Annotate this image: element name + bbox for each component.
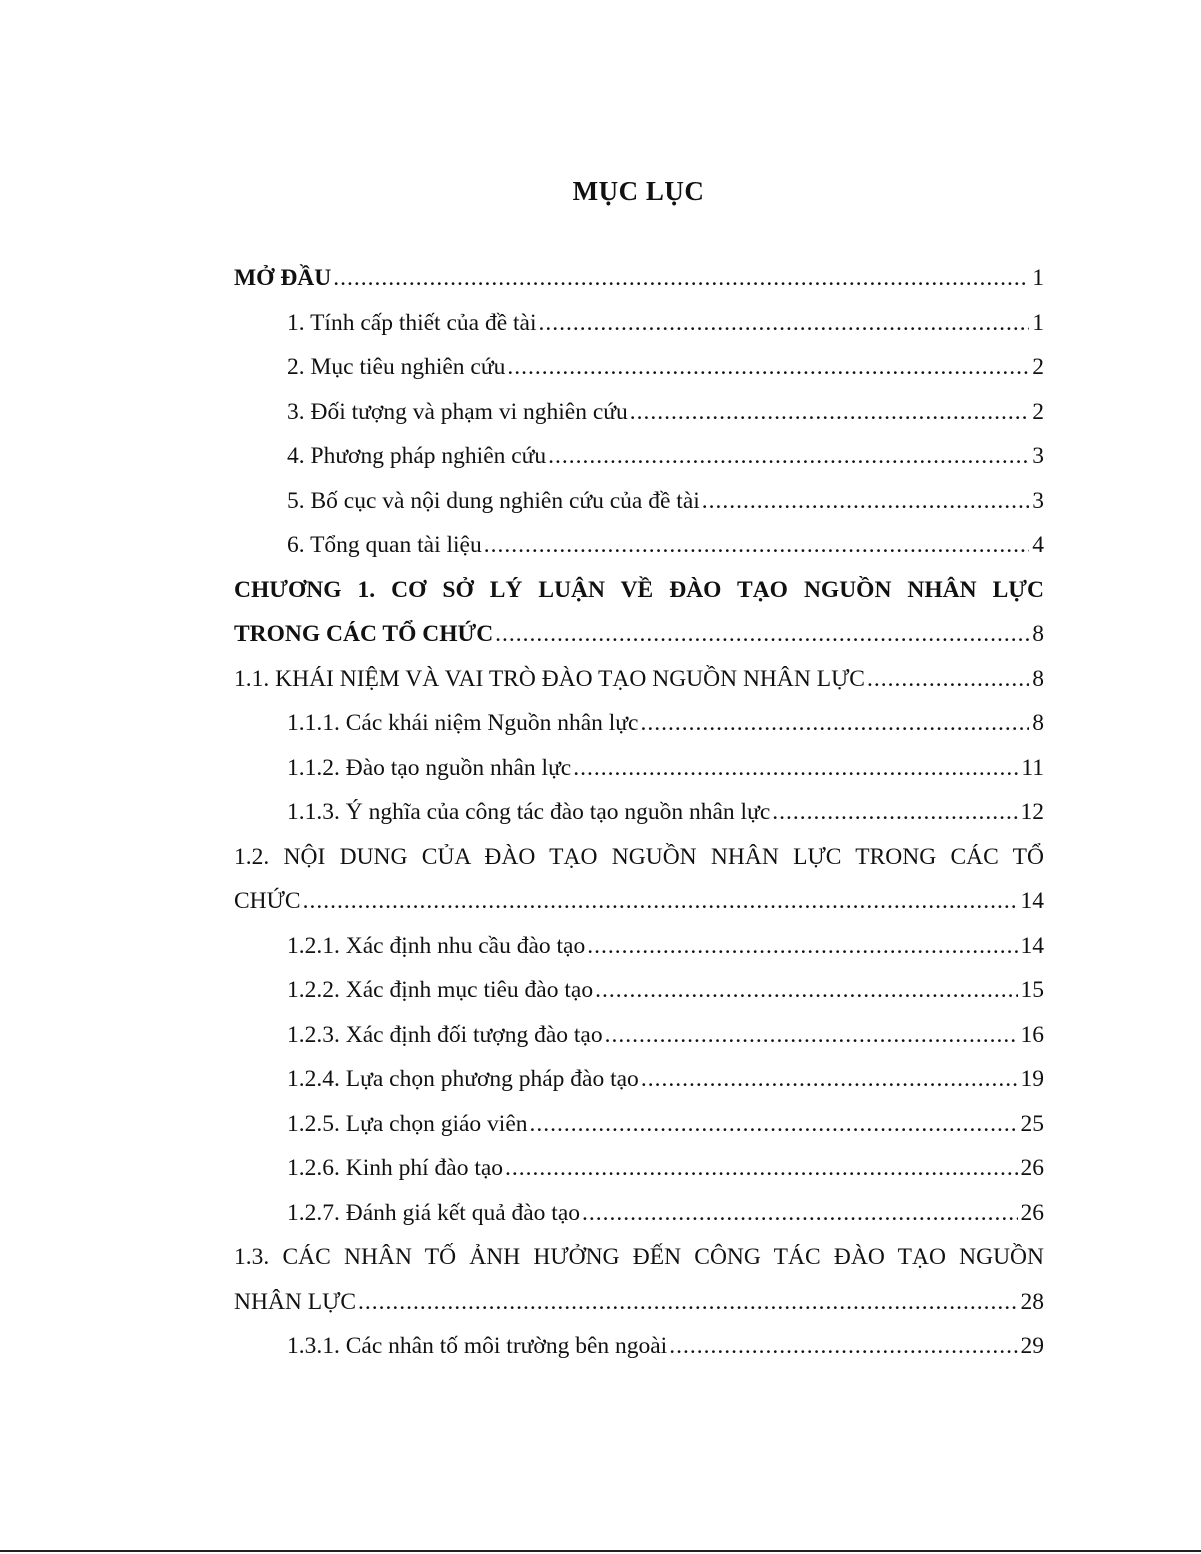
toc-entry[interactable]	[234, 301, 1044, 346]
dot-leader	[484, 523, 1030, 568]
toc-page-number: 14	[1020, 932, 1044, 959]
toc-entry-label: 1.2.1. Xác định nhu cầu đào tạo	[287, 932, 586, 959]
toc-entry-label: 5. Bố cục và nội dung nghiên cứu của đề tài	[287, 487, 700, 514]
toc-entry-label: 1.2.4. Lựa chọn phương pháp đào tạo	[287, 1066, 639, 1092]
toc-page-number: 3	[1032, 443, 1044, 469]
toc-page-number: 25	[1020, 1110, 1044, 1137]
toc-entry[interactable]	[234, 1191, 1044, 1236]
toc-entry[interactable]	[234, 1146, 1044, 1191]
toc-entry-section-1-2[interactable]	[234, 835, 1044, 924]
dot-leader	[641, 1057, 1018, 1102]
toc-entry[interactable]	[234, 1324, 1044, 1369]
dot-leader	[867, 657, 1029, 702]
dot-leader	[530, 1102, 1018, 1147]
dot-leader	[582, 1191, 1017, 1236]
toc-entry[interactable]	[234, 1057, 1044, 1102]
toc-page-number: 26	[1020, 1199, 1044, 1226]
toc-entry-label-line1: 1.3. CÁC NHÂN TỐ ẢNH HƯỞNG ĐẾN CÔNG TÁC ĐÀO TẠO NGUỒN	[234, 1244, 1044, 1270]
toc-entry-label: 1.2.7. Đánh giá kết quả đào tạo	[287, 1199, 581, 1226]
toc-page-number: 1	[1032, 309, 1044, 336]
toc-entry-label: 1.2.2. Xác định mục tiêu đào tạo	[287, 977, 594, 1003]
toc-entry-label: 3. Đối tượng và phạm vi nghiên cứu	[287, 398, 628, 425]
toc-entry[interactable]	[234, 1102, 1044, 1147]
dot-leader	[669, 1324, 1017, 1369]
toc-entry[interactable]	[234, 701, 1044, 746]
toc-entry-label-line1: CHƯƠNG 1. CƠ SỞ LÝ LUẬN VỀ ĐÀO TẠO NGUỒN NHÂN LỰC	[234, 576, 1044, 603]
dot-leader	[772, 790, 1017, 835]
toc-page-number: 4	[1032, 532, 1044, 558]
toc-entry-label: 1.1.2. Đào tạo nguồn nhân lực	[287, 754, 572, 781]
toc-page-number: 14	[1020, 888, 1044, 914]
toc-entry[interactable]	[234, 746, 1044, 791]
toc-page-number: 19	[1020, 1066, 1044, 1092]
toc-entry-chapter-1[interactable]	[234, 568, 1044, 657]
toc-entry-label: 2. Mục tiêu nghiên cứu	[287, 354, 506, 380]
toc-entry-label: 6. Tổng quan tài liệu	[287, 532, 482, 558]
toc-page-number: 16	[1020, 1021, 1044, 1048]
toc-page-number: 26	[1020, 1155, 1044, 1181]
toc-entry-label: 1.2.3. Xác định đối tượng đào tạo	[287, 1021, 603, 1048]
toc-page-number: 2	[1032, 398, 1044, 425]
dot-leader	[605, 1013, 1018, 1058]
toc-entry-introduction[interactable]	[234, 256, 1044, 301]
toc-page-number: 8	[1032, 621, 1044, 647]
toc-entry[interactable]	[234, 479, 1044, 524]
toc-page-number: 29	[1020, 1333, 1044, 1359]
dot-leader	[539, 301, 1030, 346]
toc-entry-label: MỞ ĐẦU	[234, 265, 332, 291]
toc-page-number: 8	[1032, 665, 1044, 692]
toc-entry-label: 4. Phương pháp nghiên cứu	[287, 443, 547, 469]
toc-entry-label: 1.2.5. Lựa chọn giáo viên	[287, 1110, 528, 1137]
toc-entry-label-line1: 1.2. NỘI DUNG CỦA ĐÀO TẠO NGUỒN NHÂN LỰC TRONG CÁC TỔ	[234, 843, 1044, 870]
toc-entry-section[interactable]	[234, 657, 1044, 702]
dot-leader	[630, 390, 1030, 435]
dot-leader	[333, 256, 1029, 301]
toc-entry[interactable]	[234, 968, 1044, 1013]
dot-leader	[303, 879, 1018, 924]
toc-entry-label: 1. Tính cấp thiết của đề tài	[287, 309, 537, 336]
dot-leader	[505, 1146, 1017, 1191]
toc-entry[interactable]	[234, 434, 1044, 479]
dot-leader	[548, 434, 1029, 479]
toc-page-number: 28	[1020, 1288, 1044, 1315]
toc-page-number: 3	[1032, 487, 1044, 514]
toc-entry[interactable]	[234, 345, 1044, 390]
toc-entry-label: 1.1.1. Các khái niệm Nguồn nhân lực	[287, 710, 639, 736]
dot-leader	[573, 746, 1018, 791]
toc-entry-label-line2: NHÂN LỰC	[234, 1288, 357, 1315]
dot-leader	[595, 968, 1017, 1013]
toc-page-number: 2	[1032, 354, 1044, 380]
toc-entry[interactable]	[234, 924, 1044, 969]
toc-entry-label: 1.2.6. Kinh phí đào tạo	[287, 1155, 504, 1181]
toc-entry-label: 1.3.1. Các nhân tố môi trường bên ngoài	[287, 1333, 668, 1359]
dot-leader	[495, 612, 1029, 657]
toc-entry[interactable]	[234, 390, 1044, 435]
dot-leader	[507, 345, 1029, 390]
toc-page-number: 1	[1032, 265, 1044, 291]
toc-entry-label: 1.1. KHÁI NIỆM VÀ VAI TRÒ ĐÀO TẠO NGUỒN NHÂN LỰC	[234, 665, 865, 692]
page-bottom-rule	[0, 1550, 1201, 1552]
toc-entry-label-line2: CHỨC	[234, 888, 301, 914]
page-title: MỤC LỤC	[572, 176, 705, 206]
table-of-contents	[234, 256, 1044, 1369]
toc-entry-section-1-3[interactable]	[234, 1235, 1044, 1324]
dot-leader	[587, 924, 1017, 969]
toc-page-number: 12	[1020, 799, 1044, 825]
dot-leader	[640, 701, 1029, 746]
toc-page-number: 11	[1021, 754, 1044, 781]
toc-entry[interactable]	[234, 1013, 1044, 1058]
toc-entry[interactable]	[234, 523, 1044, 568]
dot-leader	[358, 1280, 1017, 1325]
toc-entry-label-line2: TRONG CÁC TỔ CHỨC	[234, 621, 494, 647]
toc-page-number: 15	[1020, 977, 1044, 1003]
toc-page-number: 8	[1032, 710, 1044, 736]
dot-leader	[702, 479, 1029, 524]
toc-entry-label: 1.1.3. Ý nghĩa của công tác đào tạo nguồn nhân lực	[287, 799, 771, 825]
toc-entry[interactable]	[234, 790, 1044, 835]
